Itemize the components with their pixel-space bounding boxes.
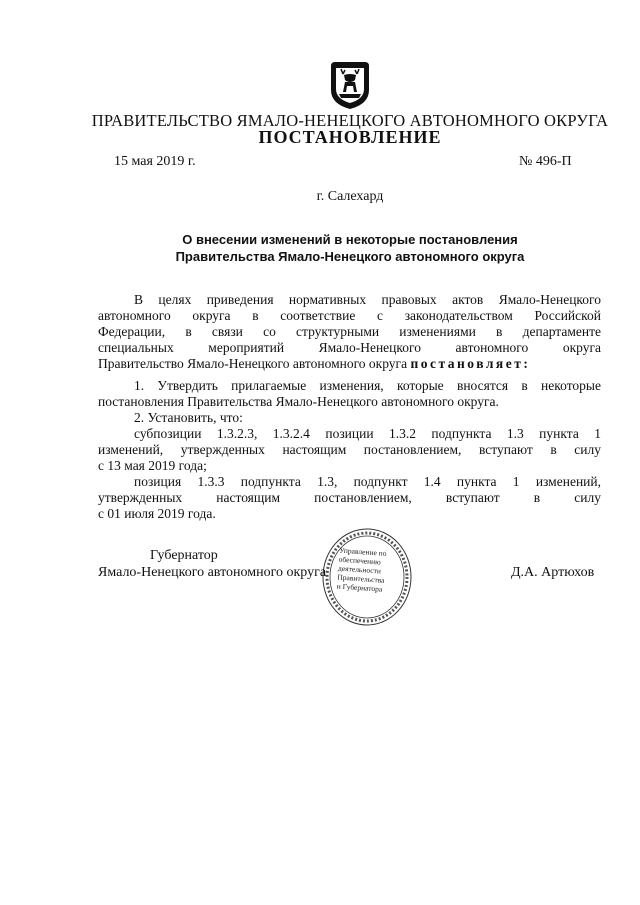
government-title: ПРАВИТЕЛЬСТВО ЯМАЛО-НЕНЕЦКОГО АВТОНОМНОГО ОКРУГА xyxy=(91,111,609,130)
preamble-paragraph xyxy=(98,292,601,372)
document-type: ПОСТАНОВЛЕНИЕ xyxy=(258,127,442,147)
signatory-title: Губернатор xyxy=(150,548,218,563)
item-1-line-2: постановления Правительства Ямало-Ненецкого автономного округа. xyxy=(98,394,499,409)
stamp-line-1: Управление по xyxy=(339,545,387,558)
document-number: № 496-П xyxy=(519,154,572,169)
item-2: 2. Установить, что: xyxy=(134,410,243,425)
signatory-region: Ямало-Ненецкого автономного округа xyxy=(98,565,327,580)
subitem-1-line-2: изменений, утвержденных настоящим постановлением, вступают в силу xyxy=(98,442,601,457)
document-subject xyxy=(80,231,620,265)
stamp-line-4: Правительства xyxy=(337,572,385,585)
stamp-line-5: и Губернатора xyxy=(336,581,383,594)
preamble-line-5 xyxy=(98,356,601,372)
decree-word: постановляет: xyxy=(410,356,531,371)
subject-line-1: О внесении изменений в некоторые постановления xyxy=(182,232,518,247)
document-city: г. Салехард xyxy=(316,189,384,204)
preamble-line-2: автономного округа в соответствие с законодательством Российской xyxy=(98,308,601,323)
stamp-text xyxy=(337,546,410,596)
item-1-line-1: 1. Утвердить прилагаемые изменения, которые вносятся в некоторые xyxy=(134,378,601,393)
subject-line-2: Правительства Ямало-Ненецкого автономного округа xyxy=(175,249,525,264)
subitem-1-line-3: с 13 мая 2019 года; xyxy=(98,458,207,473)
subitem-1-line-1: субпозиции 1.3.2.3, 1.3.2.4 позиции 1.3.2 подпункта 1.3 пункта 1 xyxy=(134,426,601,441)
items-section xyxy=(98,378,601,522)
subitem-2-line-2: утвержденных настоящим постановлением, вступают в силу xyxy=(98,490,601,505)
subitem-2-line-1: позиция 1.3.3 подпункта 1.3, подпункт 1.4 пункта 1 изменений, xyxy=(134,474,601,489)
subitem-2-line-3: с 01 июля 2019 года. xyxy=(98,506,216,521)
preamble-subject: Правительство Ямало-Ненецкого автономного округа xyxy=(98,356,408,371)
preamble-line-4: специальных мероприятий Ямало-Ненецкого автономного округа xyxy=(98,340,601,355)
coat-of-arms-icon xyxy=(327,60,373,110)
signatory-name: Д.А. Артюхов xyxy=(511,565,595,580)
preamble-line-3: Федерации, в связи со структурными изменениями в департаменте xyxy=(98,324,601,339)
stamp-line-3: деятельности xyxy=(337,563,382,576)
document-date: 15 мая 2019 г. xyxy=(114,154,196,169)
stamp-line-2: обеспечению xyxy=(338,554,382,567)
preamble-line-1: В целях приведения нормативных правовых актов Ямало-Ненецкого xyxy=(134,292,601,307)
